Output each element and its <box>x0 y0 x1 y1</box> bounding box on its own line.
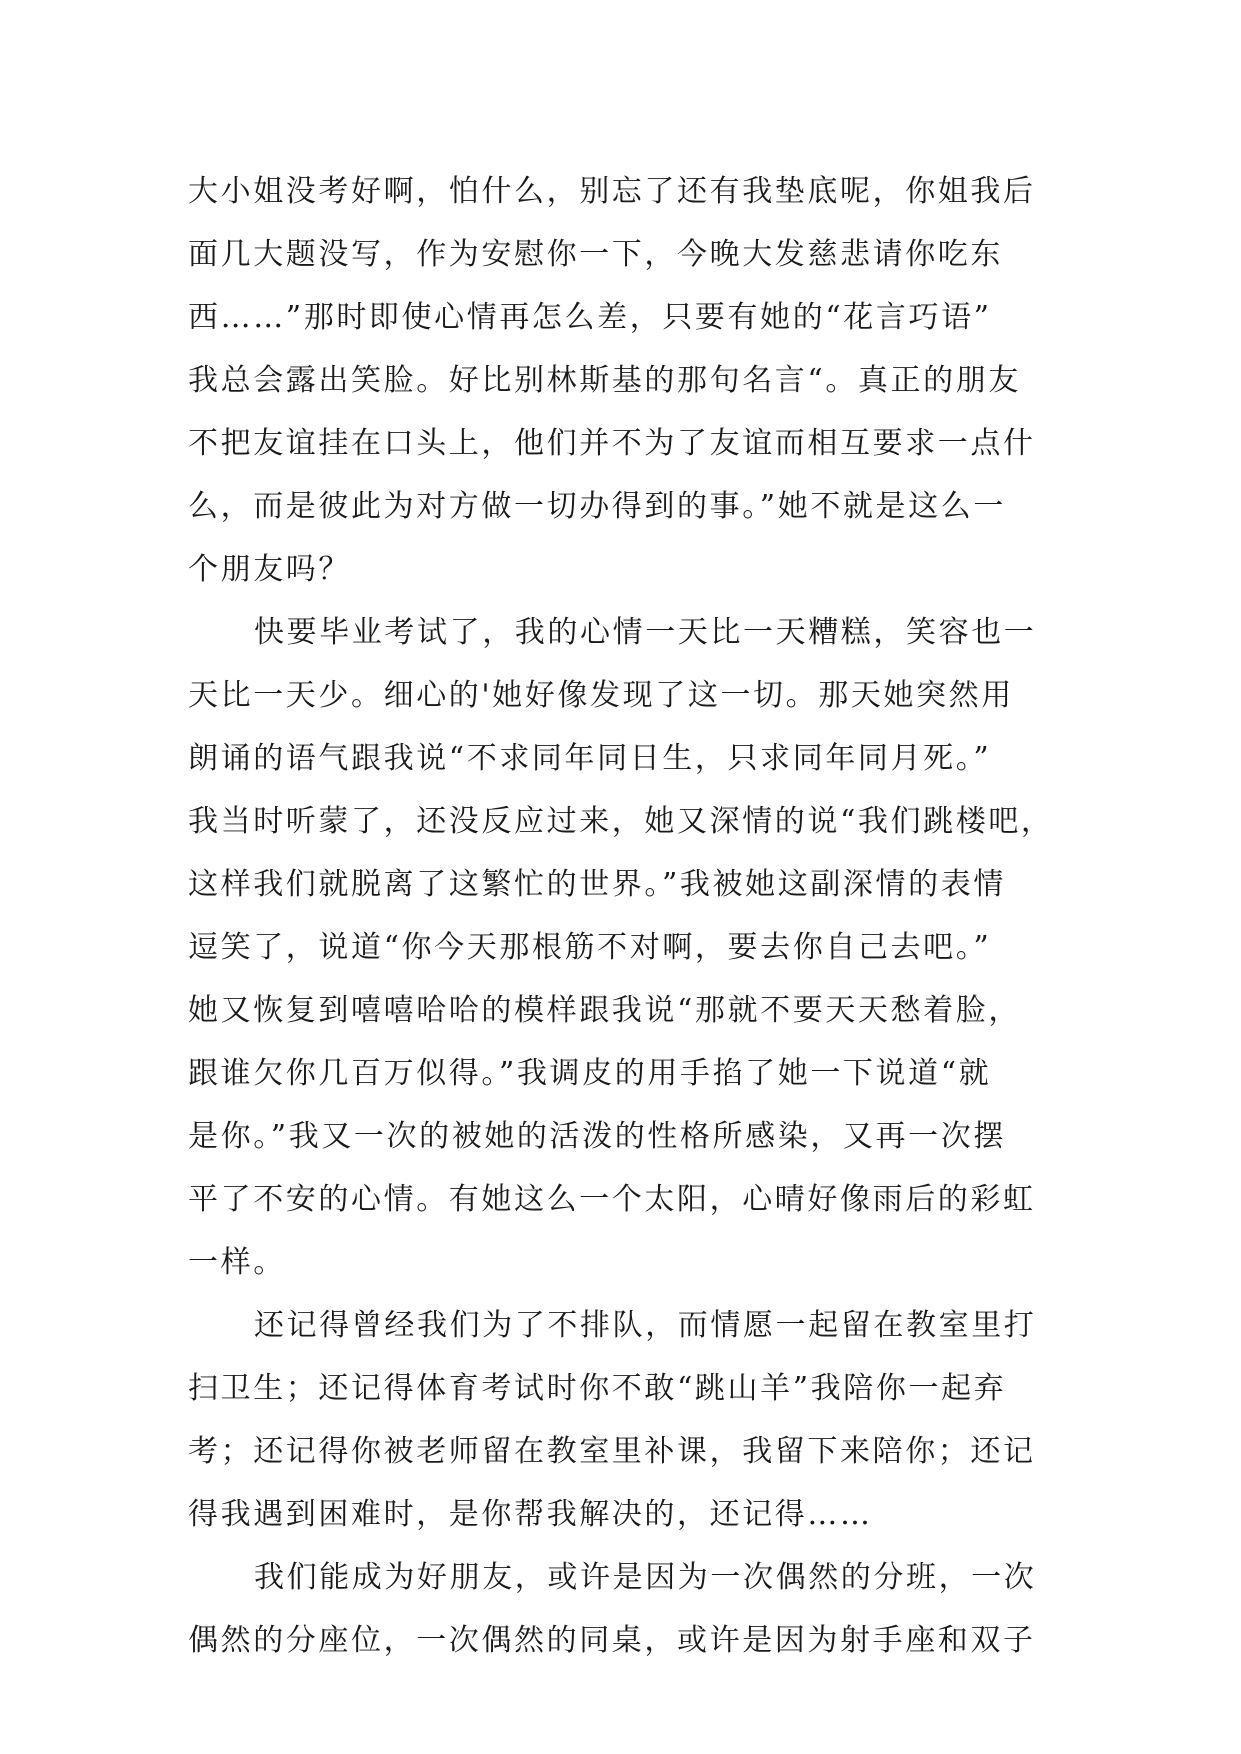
paragraph-first-line: 快要毕业考试了，我的心情一天比一天糟糕，笑容也一 <box>254 615 1037 650</box>
text-line: 我总会露出笑脸。好比别林斯基的那句名言“。真正的朋友 <box>188 363 1021 398</box>
text-line: 我当时听蒙了，还没反应过来，她又深情的说“我们跳楼吧， <box>188 804 1054 839</box>
text-line: 不把友谊挂在口头上，他们并不为了友谊而相互要求一点什 <box>188 426 1036 461</box>
text-line: 一样。 <box>188 1245 286 1280</box>
body-text <box>188 160 1058 1672</box>
text-line: 大小姐没考好啊，怕什么，别忘了还有我垫底呢，你姐我后 <box>188 174 1036 209</box>
text-line: 个朋友吗？ <box>188 552 351 587</box>
text-line: 朗诵的语气跟我说“不求同年同日生，只求同年同月死。” <box>188 741 992 776</box>
text-line: 偶然的分座位，一次偶然的同桌，或许是因为射手座和双子 <box>188 1623 1036 1658</box>
text-line: 得我遇到困难时，是你帮我解决的，还记得…… <box>188 1497 873 1532</box>
text-line: 么，而是彼此为对方做一切办得到的事。”她不就是这么一 <box>188 489 1006 524</box>
text-line: 逗笑了，说道“你今天那根筋不对啊，要去你自己去吧。” <box>188 930 992 965</box>
text-line: 考；还记得你被老师留在教室里补课，我留下来陪你；还记 <box>188 1434 1036 1469</box>
text-line: 她又恢复到嘻嘻哈哈的模样跟我说“那就不要天天愁着脸， <box>188 993 1021 1028</box>
text-line: 跟谁欠你几百万似得。”我调皮的用手掐了她一下说道“就 <box>188 1056 992 1091</box>
text-line: 天比一天少。细心的'她好像发现了这一切。那天她突然用 <box>188 678 1014 713</box>
text-line: 面几大题没写，作为安慰你一下，今晚大发慈悲请你吃东 <box>188 237 1003 272</box>
text-line: 扫卫生；还记得体育考试时你不敢“跳山羊”我陪你一起弃 <box>188 1371 1007 1406</box>
text-line: 西……”那时即使心情再怎么差，只要有她的“花言巧语” <box>188 300 992 335</box>
text-line: 平了不安的心情。有她这么一个太阳，心晴好像雨后的彩虹 <box>188 1182 1036 1217</box>
text-line: 这样我们就脱离了这繁忙的世界。”我被她这副深情的表情 <box>188 867 1006 902</box>
paragraph-first-line: 还记得曾经我们为了不排队，而情愿一起留在教室里打 <box>254 1308 1037 1343</box>
text-line: 是你。”我又一次的被她的活泼的性格所感染，又再一次摆 <box>188 1119 1006 1154</box>
paragraph-first-line: 我们能成为好朋友，或许是因为一次偶然的分班，一次 <box>254 1560 1037 1595</box>
